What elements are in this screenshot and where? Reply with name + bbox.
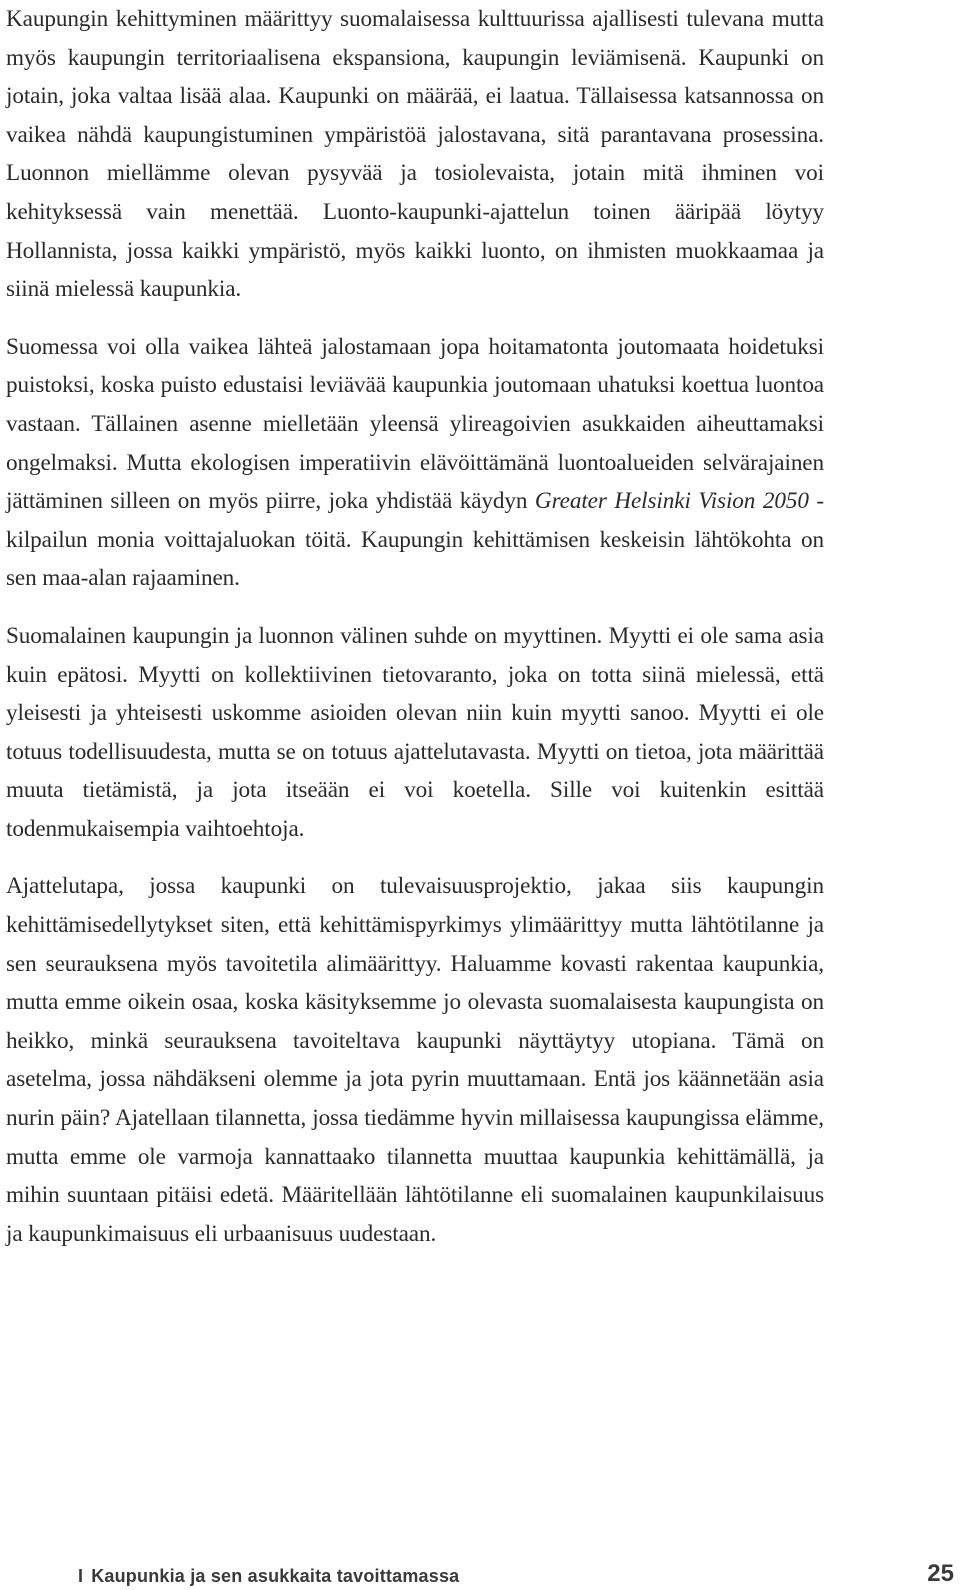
paragraph-4: Ajattelutapa, jossa kaupunki on tulevaisuusprojektio, jakaa siis kaupungin kehittämisedellytykset siten, että kehittämispyrkimys ylimäärittyy mutta lähtötilanne ja sen seurauksena myös tavoitetila alimäärittyy. Haluamme kovasti rakentaa kaupunkia, mutta emme oikein osaa, koska käsityksemme jo olevasta suomalaisesta kaupungista on heikko, minkä seurauksena tavoiteltava kaupunki näyttäytyy utopiana. Tämä on asetelma, jossa nähdäkseni olemme ja jota pyrin muuttamaan. Entä jos käännetään asia nurin päin? Ajatellaan tilannetta, jossa tiedämme hyvin millaisessa kaupungissa elämme, mutta emme ole varmoja kannattaako tilannetta muuttaa kaupunkia kehittämällä, ja mihin suuntaan pitäisi edetä. Määritellään lähtötilanne eli suomalainen kaupunkilaisuus ja kaupunkimaisuus eli urbaanisuus uudestaan. — [6, 873, 824, 1247]
italic-title-greater-helsinki-vision: Greater Helsinki Vision 2050 — [534, 488, 809, 515]
paragraph-2-text-end: -kilpailun monia voittajaluokan töitä. Kaupungin kehittämisen keskeisin lähtökohta on sen maa-alan rajaaminen. — [6, 488, 825, 592]
paragraph-2 — [6, 328, 824, 598]
paragraph-2-text-start: Suomessa voi olla vaikea lähteä jalostamaan jopa hoitamatonta joutomaata hoidetuksi puistoksi, koska puisto edustaisi leviävää kaupunkia joutomaan uhatuksi koettua luontoa vastaan. Tällainen asenne mielletään yleensä ylireagoivien asukkaiden aiheuttamaksi ongelmaksi. Mutta ekologisen imperatiivin elävöittämänä luontoalueiden selvärajainen jättäminen silleen on myös piirre, joka yhdistää käydyn — [6, 333, 824, 515]
paragraph-3: Suomalainen kaupungin ja luonnon välinen suhde on myyttinen. Myytti ei ole sama asia kuin epätosi. Myytti on kollektiivinen tietovaranto, joka on totta siinä mielessä, että yleisesti ja yhteisesti uskomme asioiden olevan niin kuin myytti sanoo. Myytti ei ole totuus todellisuudesta, mutta se on totuus ajattelutavasta. Myytti on tietoa, jota määrittää muuta tietämistä, ja jota itseään ei voi koetella. Sille voi kuitenkin esittää todenmukaisempia vaihtoehtoja. — [6, 622, 824, 842]
page-body — [6, 0, 824, 1253]
section-numeral: I — [78, 1566, 84, 1586]
page-number: 25 — [927, 1560, 954, 1587]
section-title: Kaupunkia ja sen asukkaita tavoittamassa — [91, 1566, 460, 1586]
paragraph-1: Kaupungin kehittyminen määrittyy suomalaisessa kulttuurissa ajallisesti tulevana mutta myös kaupungin territoriaalisena ekspansiona, kaupungin leviämisenä. Kaupunki on jotain, joka valtaa lisää alaa. Kaupunki on määrää, ei laatua. Tällaisessa katsannossa on vaikea nähdä kaupungistuminen ympäristöä jalostavana, sitä parantavana prosessina. Luonnon miellämme olevan pysyvää ja tosiolevaista, jotain mitä ihminen voi kehityksessä vain menettää. Luonto-kaupunki-ajattelun toinen ääripää löytyy Hollannista, jossa kaikki ympäristö, myös kaikki luonto, on ihmisten muokkaamaa ja siinä mielessä kaupunkia. — [6, 6, 824, 303]
running-footer — [78, 1566, 459, 1587]
